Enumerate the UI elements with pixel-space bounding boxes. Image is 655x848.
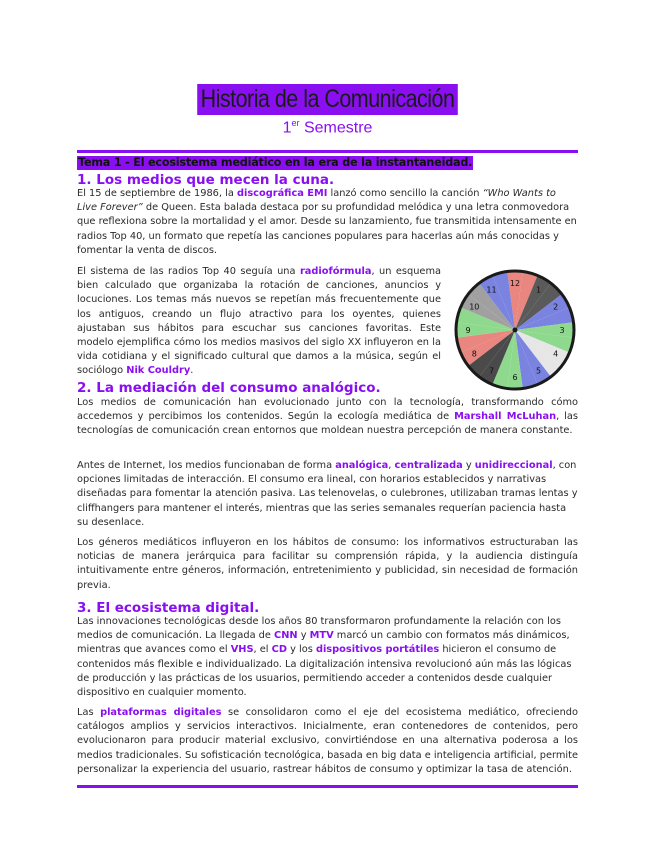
clock-number: 10 bbox=[469, 302, 480, 312]
highlight-term: VHS bbox=[230, 644, 254, 656]
section-3-paragraph-2: Las plataformas digitales se consolidaron como el eje del ecosistema mediático, ofreciendo catálogos amplios y servicios interactivos. Inicialmente, eran contenedores de contenidos, pero evolucionaron para producir material exclusivo, convirtiéndose en una alternativa poderosa a los medios tradicionales. Su sofisticación tecnológica, basada en big data e inteligencia artificial, permite personalizar la experiencia del usuario, rastrear hábitos de consumo y optimizar la tasa de atención. bbox=[77, 707, 578, 775]
section-2-heading: 2. La mediación del consumo analógico. bbox=[77, 380, 381, 396]
highlight-term: plataformas digitales bbox=[100, 707, 222, 718]
title-wrap bbox=[0, 84, 655, 115]
clock-number: 12 bbox=[509, 279, 521, 288]
highlight-term: CD bbox=[271, 644, 287, 656]
clock-number: 3 bbox=[559, 326, 565, 335]
section-2-paragraph-3: Los géneros mediáticos influyeron en los hábitos de consumo: los informativos estructuraban las noticias de manera jerárquica para facilitar su comprensión rápida, y la audiencia distinguía intuitivamente entre géneros, información, entretenimiento y publicidad, sin necesidad de formación previa. bbox=[77, 537, 578, 591]
highlight-term: Marshall McLuhan bbox=[454, 411, 557, 423]
top-divider bbox=[77, 150, 578, 153]
highlight-term: dispositivos portátiles bbox=[315, 644, 440, 656]
clock-number: 2 bbox=[553, 302, 559, 312]
highlight-term: MTV bbox=[309, 630, 334, 642]
bottom-divider bbox=[77, 785, 578, 788]
highlight-term: centralizada bbox=[394, 460, 463, 471]
clock-number: 8 bbox=[471, 349, 477, 359]
subtitle-text: Semestre bbox=[303, 119, 373, 137]
section-1-heading: 1. Los medios que mecen la cuna. bbox=[77, 172, 335, 188]
radio-clock-diagram bbox=[453, 268, 577, 392]
highlight-term: radiofórmula bbox=[299, 266, 372, 277]
highlight-term: analógica bbox=[335, 460, 389, 471]
section-1-paragraph-2: El sistema de las radios Top 40 seguía una radiofórmula, un esquema bien calculado que organizaba la rotación de canciones, anuncios y locuciones. Los temas más nuevos se repetían más frecuentemente que los antiguos, creando un flujo atractivo para los oyentes, quienes ajustaban sus hábitos para escuchar sus canciones favoritas. Este modelo ejemplifica cómo los medios masivos del siglo XX influyeron en la vida cotidiana y el significado cultural que damos a la música, según el sociólogo Nik Couldry. bbox=[77, 266, 441, 377]
clock-number: 1 bbox=[535, 285, 542, 295]
song-title: “Who Wants to Live Forever” bbox=[77, 188, 556, 214]
clock-number: 5 bbox=[535, 366, 542, 376]
highlight-term: CNN bbox=[274, 630, 298, 642]
subtitle-number: 1 bbox=[282, 119, 292, 137]
highlight-term: unidireccional bbox=[474, 460, 553, 471]
clock-number: 9 bbox=[465, 326, 471, 335]
section-3-paragraph-1: Las innovaciones tecnológicas desde los años 80 transformaron profundamente la relación con los medios de comunicación. La llegada de CNN y MTV marcó un cambio con formatos más dinámicos, mientras que avances como el VHS, el CD y los dispositivos portátiles hicieron el consumo de contenidos más flexible e individualizado. La digitalización intensiva revolucionó aún más las lógicas de producción y las prácticas de los usuarios, permitiendo acceder a contenidos desde cualquier dispositivo en cualquier momento. bbox=[77, 616, 572, 699]
clock-center bbox=[513, 328, 518, 333]
section-1-paragraph-1: El 15 de septiembre de 1986, la discográfica EMI lanzó como sencillo la canción “Who Wants to Live Forever” de Queen. Esta balada destaca por su profundidad melódica y una letra conmovedora que reflexiona sobre la mortalidad y el amor. Desde su lanzamiento, fue transmitida intensamente en radios Top 40, un formato que repetía las canciones populares para hacerlas aún más conocidas y fomentar la venta de discos. bbox=[77, 188, 577, 256]
highlight-term: discográfica EMI bbox=[236, 188, 328, 199]
section-2-paragraph-2: Antes de Internet, los medios funcionaban de forma analógica, centralizada y unidireccional, con opciones limitadas de interacción. El consumo era lineal, con horarios establecidos y narrativas diseñadas para fomentar la atención pasiva. Las telenovelas, o culebrones, utilizaban tramas lentas y cliffhangers para mantener el interés, mientras que las series semanales requerían paciencia hasta su desenlace. bbox=[77, 460, 578, 528]
highlight-term: Nik Couldry bbox=[126, 365, 191, 377]
clock-number: 7 bbox=[488, 366, 495, 376]
clock-number: 4 bbox=[553, 349, 559, 359]
section-3-heading: 3. El ecosistema digital. bbox=[77, 600, 260, 616]
clock-number: 11 bbox=[486, 285, 497, 295]
document-title: Historia de la Comunicación bbox=[197, 84, 458, 115]
clock-number: 6 bbox=[512, 373, 518, 382]
section-2-paragraph-1: Los medios de comunicación han evolucionado junto con la tecnología, transformando cómo accedemos y percibimos los contenidos. Según la ecología mediática de Marshall McLuhan, las tecnologías de comunicación crean entornos que moldean nuestra percepción de manera constante. bbox=[77, 397, 578, 437]
subtitle-superscript: er bbox=[291, 118, 300, 128]
document-subtitle bbox=[0, 118, 655, 137]
tema-heading: Tema 1 - El ecosistema mediático en la era de la instantaneidad. bbox=[78, 156, 473, 169]
